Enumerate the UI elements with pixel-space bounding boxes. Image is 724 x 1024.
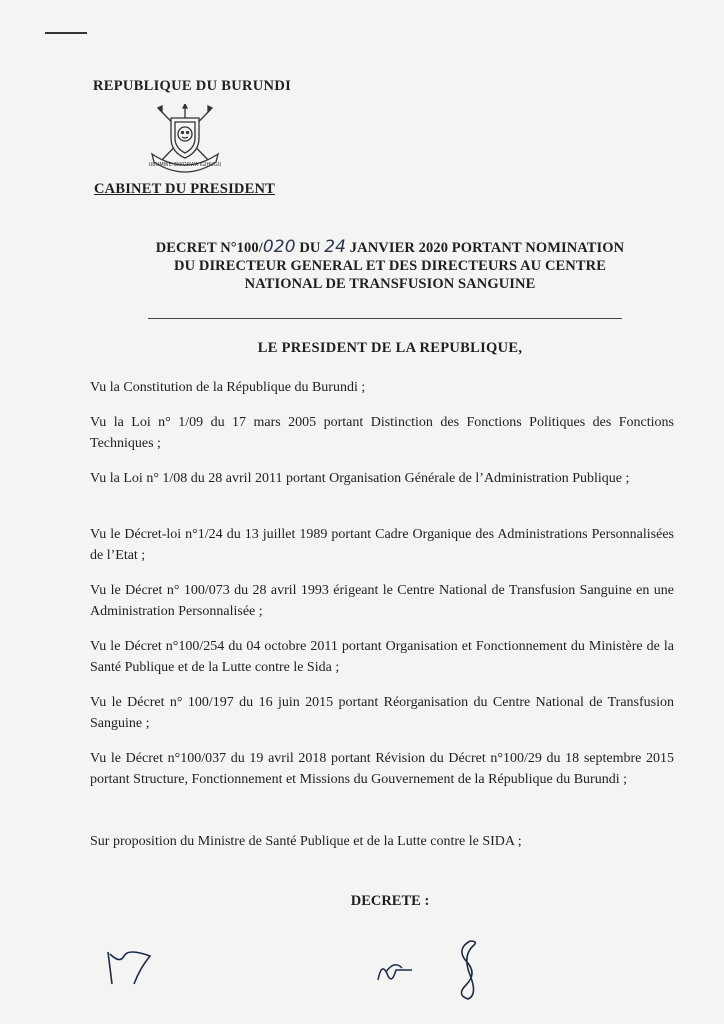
decree-day-handwritten: 24 — [324, 237, 347, 257]
cabinet-heading: CABINET DU PRESIDENT — [94, 181, 275, 197]
visa-paragraph: Vu la Loi n° 1/08 du 28 avril 2011 portant Organisation Générale de l’Administration Publique ; — [90, 471, 630, 486]
visa-paragraph: Vu la Loi n° 1/09 du 17 mars 2005 portant Distinction des Fonctions Politiques des Fonctions Techniques ; — [90, 415, 674, 451]
decree-title-rest: JANVIER 2020 PORTANT NOMINATION — [346, 240, 625, 256]
decree-number-handwritten: 020 — [262, 237, 296, 257]
motto-lettering: UBUMWE·IBIKORWA·IGIHUGU — [148, 162, 222, 168]
coat-of-arms-emblem — [140, 104, 230, 176]
visa-paragraph: Vu le Décret n°100/254 du 04 octobre 2011 portant Organisation et Fonctionnement du Ministère de la Santé Publique et de la Lutte contre le Sida ; — [90, 639, 674, 675]
scan-mark — [45, 32, 87, 34]
republic-heading: REPUBLIQUE DU BURUNDI — [93, 78, 292, 94]
visa-paragraph: Vu le Décret n° 100/197 du 16 juin 2015 portant Réorganisation du Centre National de Transfusion Sanguine ; — [90, 695, 674, 731]
visa-paragraph: Vu le Décret n°100/037 du 19 avril 2018 portant Révision du Décret n°100/29 du 18 septembre 2015 portant Structure, Fonctionnement et Missions du Gouvernement de la République du Burundi ; — [90, 751, 674, 787]
decree-number-prefix: DECRET N°100/ — [155, 240, 263, 256]
visa-paragraph: Vu le Décret n° 100/073 du 28 avril 1993 érigeant le Centre National de Transfusion Sanguine en une Administration Personnalisée ; — [90, 583, 674, 619]
title-divider — [148, 318, 622, 319]
decree-du: DU — [295, 240, 325, 256]
decree-title-line-3: NATIONAL DE TRANSFUSION SANGUINE — [244, 276, 536, 292]
decree-title-line-1 — [90, 238, 690, 257]
visa-paragraph: Vu le Décret-loi n°1/24 du 13 juillet 1989 portant Cadre Organique des Administrations Personnalisées de l’Etat ; — [90, 527, 674, 563]
decree-title-line-2: DU DIRECTEUR GENERAL ET DES DIRECTEURS AU CENTRE — [174, 258, 606, 274]
handwritten-signature — [448, 935, 488, 1005]
decree-title — [90, 238, 690, 293]
handwritten-initial-mark — [100, 944, 160, 994]
visa-paragraph: Vu la Constitution de la République du Burundi ; — [90, 380, 366, 395]
president-heading: LE PRESIDENT DE LA REPUBLIQUE, — [257, 340, 523, 356]
handwritten-initials-signature — [372, 950, 418, 990]
proposal-paragraph: Sur proposition du Ministre de Santé Publique et de la Lutte contre le SIDA ; — [90, 834, 522, 849]
decrete-heading: DECRETE : — [350, 893, 430, 909]
